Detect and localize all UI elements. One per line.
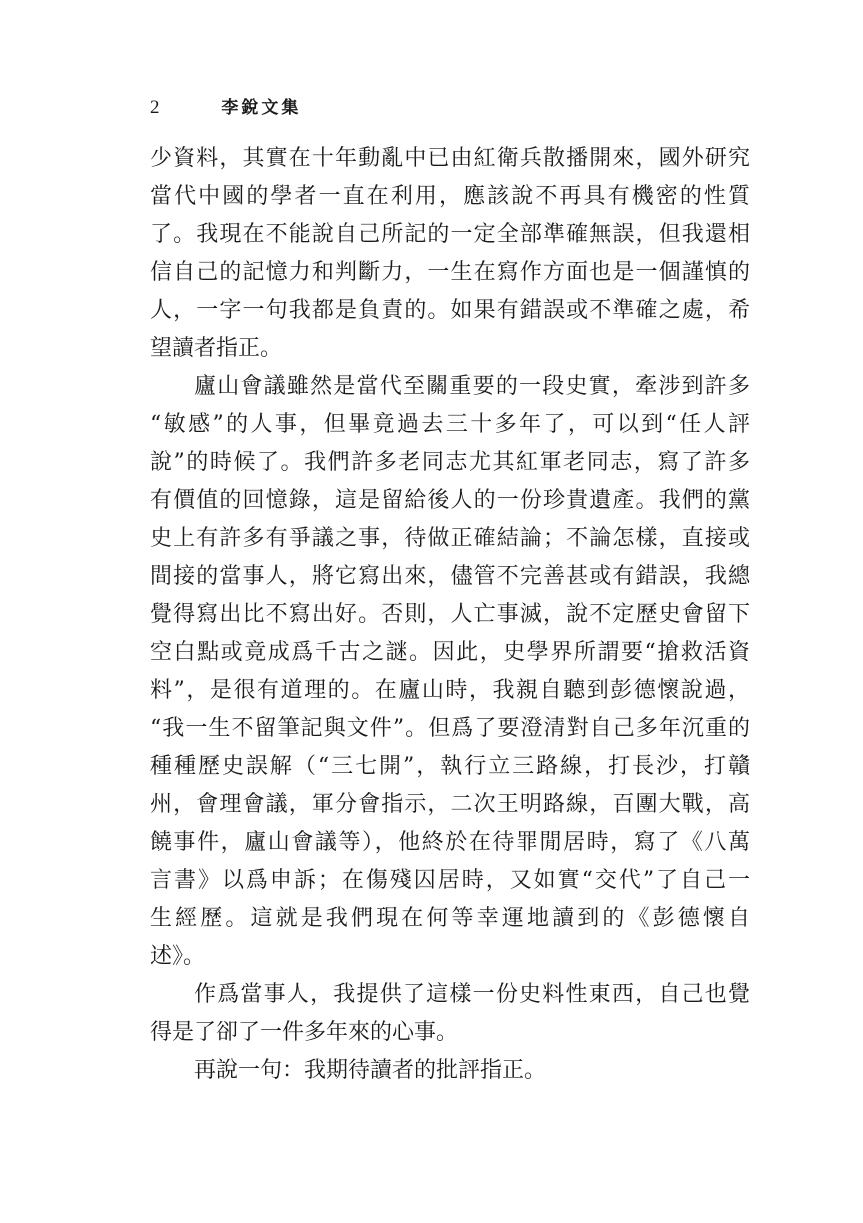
text-line: 史上有許多有爭議之事，待做正確結論；不論怎樣，直接或	[150, 526, 750, 551]
body-text	[150, 140, 750, 1090]
page-number: 2	[150, 97, 160, 118]
text-line: 州，會理會議，軍分會指示，二次王明路線，百團大戰，高	[150, 792, 750, 817]
running-title: 李銳文集	[221, 98, 302, 118]
text-line: “我一生不留筆記與文件”。但爲了要澄清對自己多年沉重的	[150, 716, 750, 741]
text-line: 廬山會議雖然是當代至關重要的一段史實，牽涉到許多	[194, 374, 750, 399]
page-header	[150, 96, 301, 120]
text-line: 人，一字一句我都是負責的。如果有錯誤或不準確之處，希	[150, 298, 750, 323]
text-line: “敏感”的人事，但畢竟過去三十多年了，可以到“任人評	[150, 412, 750, 437]
text-line: 間接的當事人，將它寫出來，儘管不完善甚或有錯誤，我總	[150, 564, 750, 589]
text-line: 言書》以爲申訴；在傷殘囚居時，又如實“交代”了自己一	[150, 868, 750, 893]
text-line: 說”的時候了。我們許多老同志尤其紅軍老同志，寫了許多	[150, 450, 750, 475]
text-line: 覺得寫出比不寫出好。否則，人亡事滅，說不定歷史會留下	[150, 602, 750, 627]
text-line: 述》。	[150, 944, 206, 969]
text-line: 有價值的回憶錄，這是留給後人的一份珍貴遺產。我們的黨	[150, 488, 750, 513]
text-line: 當代中國的學者一直在利用，應該說不再具有機密的性質	[150, 184, 750, 209]
text-line: 望讀者指正。	[150, 336, 283, 361]
text-line: 饒事件，廬山會議等），他終於在待罪閒居時，寫了《八萬	[150, 830, 750, 855]
text-line: 種種歷史誤解（“三七開”，執行立三路線，打長沙，打贛	[150, 754, 750, 779]
text-line: 再說一句：我期待讀者的批評指正。	[194, 1058, 547, 1083]
text-line: 了。我現在不能說自己所記的一定全部準確無誤，但我還相	[150, 222, 750, 247]
text-line: 生經歷。這就是我們現在何等幸運地讀到的《彭德懷自	[150, 906, 750, 931]
text-line: 料”，是很有道理的。在廬山時，我親自聽到彭德懷說過，	[150, 678, 750, 703]
text-line: 空白點或竟成爲千古之謎。因此，史學界所謂要“搶救活資	[150, 640, 750, 665]
text-line: 得是了卻了一件多年來的心事。	[150, 1020, 459, 1045]
text-line: 作爲當事人，我提供了這樣一份史料性東西，自己也覺	[194, 982, 750, 1007]
text-line: 少資料，其實在十年動亂中已由紅衛兵散播開來，國外研究	[150, 146, 750, 171]
text-line: 信自己的記憶力和判斷力，一生在寫作方面也是一個謹慎的	[150, 260, 750, 285]
